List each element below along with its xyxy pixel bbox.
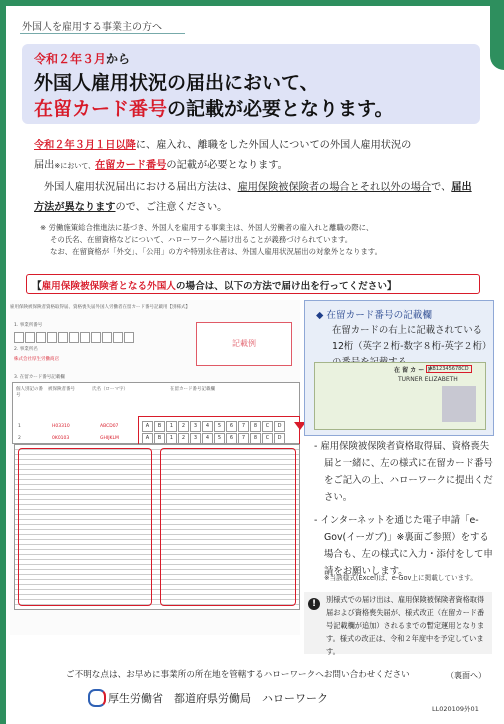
thumbnail-highlight-left (18, 448, 152, 606)
instruction-bullets (312, 438, 494, 580)
audience-tag: 外国人を雇用する事業主の方へ (22, 22, 162, 33)
legal-note-2: その氏名、在留資格などについて、ハローワークへ届け出ることが義務づけられています。 (50, 235, 353, 244)
warning-icon: ! (308, 598, 320, 610)
left-band (0, 0, 6, 724)
contact-note: ご不明な点は、お早めに事業所の所在地を管轄するハローワークへお問い合わせください (66, 670, 410, 680)
top-band (0, 0, 504, 6)
bullet-1: - 雇用保険被保険者資格取得届、資格喪失届と一緒に、左の様式に在留カード番号をご記入の上、ハローワークに提出ください。 (314, 441, 493, 503)
col-person: 個人別記の番号 (16, 387, 43, 398)
document-code: LL020109外01 (432, 705, 479, 713)
card-photo (442, 386, 476, 422)
organization-line: 厚生労働省 都道府県労働局 ハローワーク (108, 692, 328, 705)
row2-number: 2 (18, 436, 21, 441)
form-title: 雇用保険被保険者資格取得届、資格喪失届外国人労働者在留カード番号記載用【別様式】 (10, 305, 190, 310)
row2-insured-id: 0K0103 (52, 436, 70, 441)
form-label-office-number: 1. 事業所番号 (14, 323, 43, 328)
tag-underline (20, 33, 185, 34)
row1-number: 1 (18, 424, 21, 429)
next-page-mark: （裏面へ） (446, 671, 486, 680)
headline-sub: 令和２年３月から (34, 52, 131, 66)
ministry-logo-icon (88, 689, 106, 707)
corner-decoration (490, 0, 504, 70)
card-title: 在 留 カ ー ド (394, 367, 433, 374)
col-card: 在留カード番号記載欄 (170, 387, 215, 392)
card-holder-name: TURNER ELIZABETH (398, 376, 458, 383)
thumbnail-highlight-right (160, 448, 296, 606)
form-label-card-section: 3. 在留カード番号記載欄 (14, 375, 65, 380)
intro-paragraph-2: 外国人雇用状況届出における届出方法は、雇用保険被保険者の場合とそれ以外の場合で、届出方法が異なりますので、ご注意ください。 (34, 182, 472, 213)
headline-line1: 外国人雇用状況の届出において、 (34, 72, 319, 94)
col-name: 氏名（ローマ字） (92, 387, 128, 392)
card-number-highlight (138, 416, 300, 446)
legal-note-1: ※ 労働施策総合推進法に基づき、外国人を雇用する事業主は、外国人労働者の雇入れと離職の際に、 (40, 223, 374, 232)
card-number-sample: AB12345678CD (426, 365, 472, 373)
callout-body: 在留カードの右上に記載されている12桁（英字２桁-数字８桁-英字２桁） (332, 325, 487, 352)
excel-note: ※当該様式(Excel)は、e-Gov上に掲載しています。 (324, 574, 477, 582)
card-number-cells-row2: A B 1 2 3 4 5 6 7 8 C D (142, 433, 285, 444)
notice-text: 別様式での届け出は、雇用保険被保険者資格取得届および資格喪失届が、様式改正（在留カード番号記載欄が追加）されるまでの暫定運用となります。様式の改正は、令和２年度中を予定しています。 (326, 595, 485, 656)
callout-title: ◆ 在留カード番号の記載欄 (316, 310, 432, 321)
row1-name: ABCD07 (100, 424, 119, 429)
col-insured: 被保険者番号 (48, 387, 75, 392)
row1-insured-id: H03310 (52, 424, 70, 429)
legal-note-3: なお、在留資格が「外交」、「公用」の方や特別永住者は、外国人雇用状況届出の対象外となります。 (50, 247, 382, 256)
form-company-name: 株式会社厚生労働商店 (14, 357, 59, 362)
office-number-boxes (14, 332, 134, 343)
sample-stamp: 記載例 (196, 322, 292, 366)
headline-line2: 在留カード番号の記載が必要となります。 (34, 98, 394, 120)
method-banner-text: 【雇用保険被保険者となる外国人の場合は、以下の方法で届け出を行ってください】 (32, 281, 397, 292)
form-label-office-name: 2. 事業所名 (14, 347, 38, 352)
intro-paragraph-1: 令和２年３月１日以降に、雇入れ、離職をした外国人についての外国人雇用状況の 届出※において、在留カード番号の記載が必要となります。 (34, 140, 412, 171)
card-number-cells-row1: A B 1 2 3 4 5 6 7 8 C D (142, 421, 285, 432)
row2-name: GHIJKLM (100, 436, 119, 441)
bullet-2: - インターネットを通じた電子申請「e-Gov(イーガブ)」※裏面ご参照）をする場合も、左の様式に入力・添付をして申請をお願いします。 (314, 515, 493, 577)
